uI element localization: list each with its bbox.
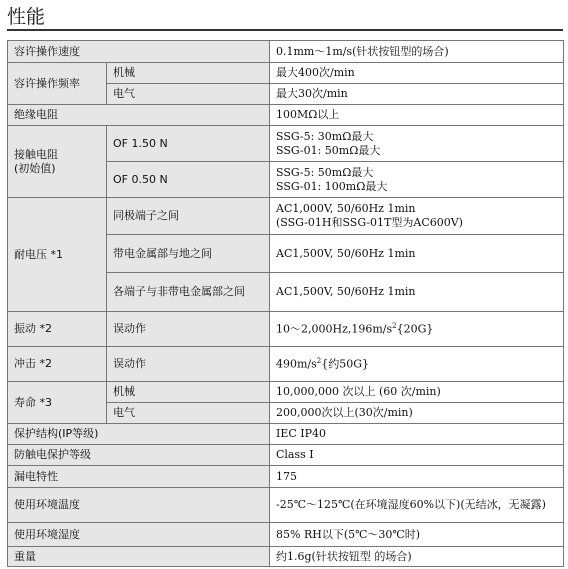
value-line: AC1,000V, 50/60Hz 1min xyxy=(276,202,416,216)
page-title: 性能 xyxy=(7,6,46,28)
value-line: SSG-01: 100mΩ最大 xyxy=(276,179,388,193)
row-value: 10,000,000 次以上 (60 次/min) xyxy=(270,382,564,403)
table-row xyxy=(8,41,564,63)
row-label: 使用环境湿度 xyxy=(8,523,270,547)
row-label: 使用环境温度 xyxy=(8,488,270,523)
row-value xyxy=(270,347,564,382)
table-row xyxy=(8,424,564,445)
sub-label: 同极端子之间 xyxy=(107,198,270,235)
sub-label: OF 1.50 N xyxy=(107,126,270,162)
superscript: 2 xyxy=(316,356,322,365)
table-row xyxy=(8,126,564,162)
value-text: {约50G} xyxy=(321,357,370,371)
sub-label: 误动作 xyxy=(107,347,270,382)
title-divider xyxy=(7,29,563,31)
row-label: 容许操作频率 xyxy=(8,63,107,105)
table-row xyxy=(8,488,564,523)
row-label: 寿命 *3 xyxy=(8,382,107,424)
row-value: 最大400次/min xyxy=(270,63,564,84)
value-line: (SSG-01H和SSG-01T型为AC600V) xyxy=(276,216,463,229)
row-value xyxy=(270,162,564,198)
table-row xyxy=(8,63,564,84)
row-label-line: (初始值) xyxy=(14,161,56,175)
sub-label: 各端子与非带电金属部之间 xyxy=(107,273,270,312)
superscript: 2 xyxy=(392,321,397,330)
row-value: IEC IP40 xyxy=(270,424,564,445)
table-row xyxy=(8,445,564,466)
value-line: SSG-5: 50mΩ最大 xyxy=(276,165,374,179)
row-label-line: 接触电阻 xyxy=(14,147,58,161)
row-value: AC1,500V, 50/60Hz 1min xyxy=(270,235,564,273)
sub-label: 机械 xyxy=(107,63,270,84)
row-label: 振动 *2 xyxy=(8,312,107,347)
sub-label: 电气 xyxy=(107,84,270,105)
table-row xyxy=(8,198,564,235)
sub-label: 机械 xyxy=(107,382,270,403)
value-text: 10～2,000Hz,196m/s xyxy=(276,322,393,336)
row-value: 0.1mm～1m/s(针状按钮型的场合) xyxy=(270,41,564,63)
row-value: 85% RH以下(5℃～30℃时) xyxy=(270,523,564,547)
sub-label: OF 0.50 N xyxy=(107,162,270,198)
row-value: Class I xyxy=(270,445,564,466)
row-label: 漏电特性 xyxy=(8,466,270,488)
row-label: 防触电保护等级 xyxy=(8,445,270,466)
sub-label: 带电金属部与地之间 xyxy=(107,235,270,273)
row-label: 保护结构(IP等级) xyxy=(8,424,270,445)
value-line: SSG-01: 50mΩ最大 xyxy=(276,143,381,157)
row-label: 耐电压 *1 xyxy=(8,198,107,312)
performance-table xyxy=(7,40,564,567)
row-label xyxy=(8,126,107,198)
table-row xyxy=(8,312,564,347)
row-value: 200,000次以上(30次/min) xyxy=(270,403,564,424)
row-value xyxy=(270,312,564,347)
table-row xyxy=(8,105,564,126)
row-value: 最大30次/min xyxy=(270,84,564,105)
value-line: SSG-5: 30mΩ最大 xyxy=(276,129,374,143)
sub-label: 误动作 xyxy=(107,312,270,347)
row-value xyxy=(270,198,564,235)
sub-label: 电气 xyxy=(107,403,270,424)
row-value: 约1.6g(针状按钮型 的场合) xyxy=(270,547,564,567)
table-row xyxy=(8,382,564,403)
row-value: 100MΩ以上 xyxy=(270,105,564,126)
row-value: AC1,500V, 50/60Hz 1min xyxy=(270,273,564,312)
row-label: 容许操作速度 xyxy=(8,41,270,63)
table-row xyxy=(8,347,564,382)
row-value: -25℃～125℃(在环境湿度60%以下)(无结冰，无凝露) xyxy=(270,488,564,523)
row-label: 绝缘电阻 xyxy=(8,105,270,126)
table-row xyxy=(8,523,564,547)
row-value: 175 xyxy=(270,466,564,488)
row-label: 重量 xyxy=(8,547,270,567)
table-row xyxy=(8,466,564,488)
table-row xyxy=(8,547,564,567)
row-label: 冲击 *2 xyxy=(8,347,107,382)
value-text: 490m/s xyxy=(276,357,317,371)
value-text: {20G} xyxy=(396,322,434,336)
row-value xyxy=(270,126,564,162)
